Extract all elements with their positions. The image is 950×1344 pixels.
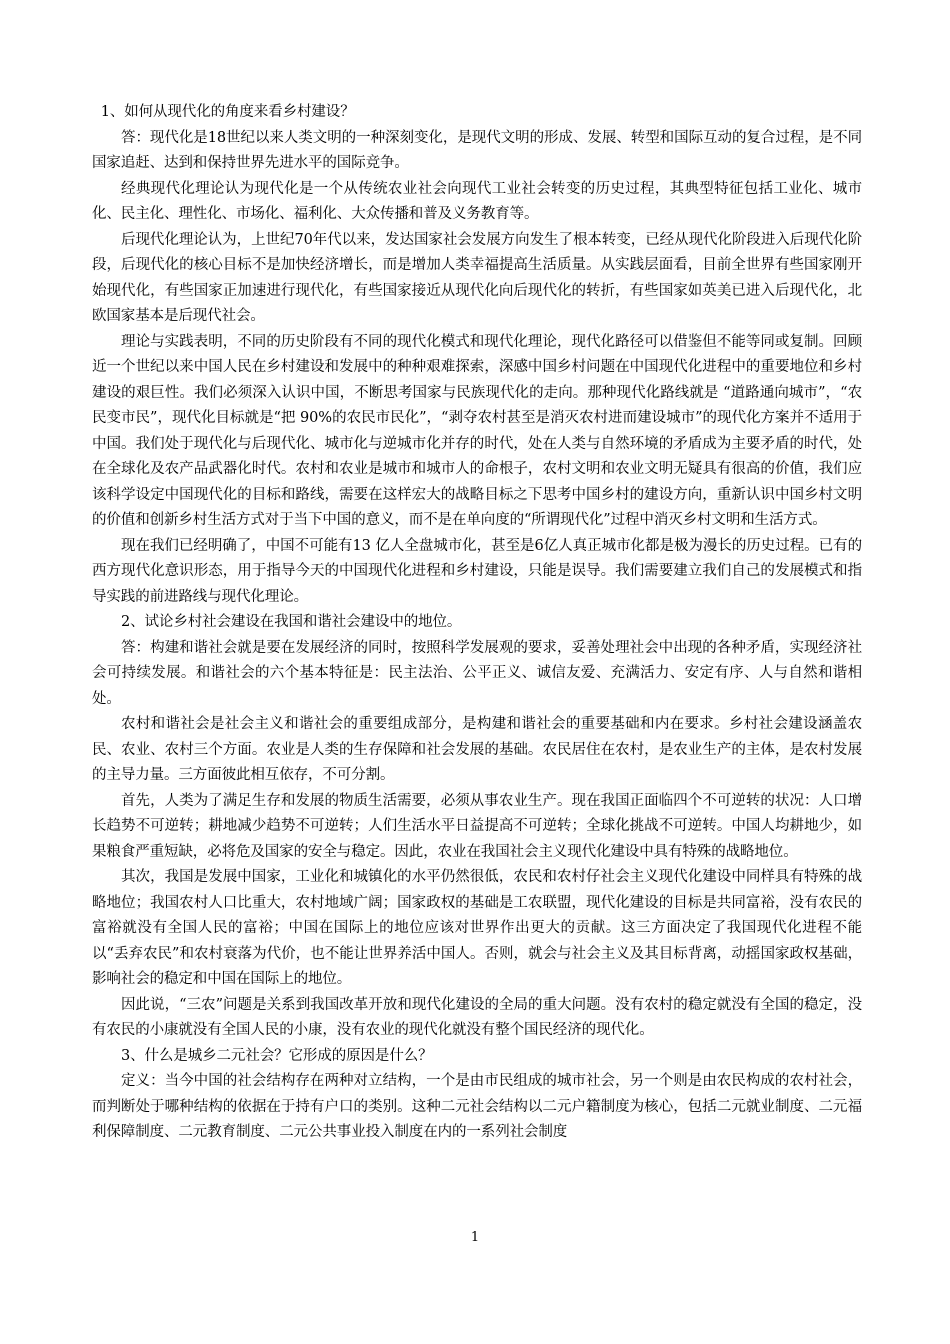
paragraph: 首先，人类为了满足生存和发展的物质生活需要，必须从事农业生产。现在我国正面临四个不可逆转的状况：人口增长趋势不可逆转；耕地减少趋势不可逆转；人们生活水平日益提高不可逆转；全球化挑战不可逆转。中国人均耕地少，如果粮食严重短缺，必将危及国家的安全与稳定。因此，农业在我国社会主义现代化建设中具有特殊的战略地位。 [92,792,862,860]
question-2-heading: 2、试论乡村社会建设在我国和谐社会建设中的地位。 [121,614,462,630]
paragraph: 现在我们已经明确了，中国不可能有13 亿人全盘城市化，甚至是6亿人真正城市化都是极为漫长的历史过程。已有的西方现代化意识形态，用于指导今天的中国现代化进程和乡村建设，只能是误导。我们需要建立我们自己的发展模式和指导实践的前进路线与现代化理论。 [92,537,862,605]
question-1-heading: 1、如何从现代化的角度来看乡村建设？ [100,104,355,120]
page-number: 1 [470,1230,480,1245]
paragraph: 答：现代化是18世纪以来人类文明的一种深刻变化，是现代文明的形成、发展、转型和国际互动的复合过程，是不同国家追赶、达到和保持世界先进水平的国际竞争。 [92,129,862,171]
question-3-heading: 3、什么是城乡二元社会？它形成的原因是什么？ [121,1047,433,1064]
paragraph: 后现代化理论认为，上世纪70年代以来，发达国家社会发展方向发生了根本转变，已经从现代化阶段进入后现代化阶段，后现代化的核心目标不是加快经济增长，而是增加人类幸福提高生活质量。从实践层面看，目前全世界有些国家刚开始现代化，有些国家正加速进行现代化，有些国家接近从现代化向后现代化的转折，有些国家如英美已进入后现代化，北欧国家基本是后现代社会。 [92,231,862,324]
paragraph: 其次，我国是发展中国家，工业化和城镇化的水平仍然很低，农民和农村仔社会主义现代化建设中同样具有特殊的战略地位；我国农村人口比重大，农村地域广阔；国家政权的基础是工农联盟，现代化建设的目标是共同富裕，没有农民的富裕就没有全国人民的富裕；中国在国际上的地位应该对世界作出更大的贡献。这三方面决定了我国现代化进程不能以“丢弃农民”和农村衰落为代价，也不能让世界养活中国人。否则，就会与社会主义及其目标背离，动摇国家政权基础，影响社会的稳定和中国在国际上的地位。 [92,869,862,987]
paragraph: 农村和谐社会是社会主义和谐社会的重要组成部分，是构建和谐社会的重要基础和内在要求。乡村社会建设涵盖农民、农业、农村三个方面。农业是人类的生存保障和社会发展的基础。农民居住在农村，是农业生产的主体，是农村发展的主导力量。三方面彼此相互依存，不可分割。 [92,716,862,783]
paragraph: 因此说，“三农”问题是关系到我国改革开放和现代化建设的全局的重大问题。没有农村的稳定就没有全国的稳定，没有农民的小康就没有全国人民的小康，没有农业的现代化就没有整个国民经济的现代化。 [92,996,862,1038]
paragraph: 理论与实践表明，不同的历史阶段有不同的现代化模式和现代化理论，现代化路径可以借鉴但不能等同或复制。回顾近一个世纪以来中国人民在乡村建设和发展中的种种艰难探索，深感中国乡村问题在中国现代化进程中的重要地位和乡村建设的艰巨性。我们必须深入认识中国，不断思考国家与民族现代化的走向。那种现代化路线就是 “道路通向城市”，“农民变市民”，现代化目标就是“把 90%的农民市民化”，“剥夺农村甚至是消灭农村进而建设城市”的现代化方案并不适用于中国。我们处于现代化与后现代化、城市化与逆城市化并存的时代，处在人类与自然环境的矛盾成为主要矛盾的时代，处在全球化及农产品武器化时代。农村和农业是城市和城市人的命根子，农村文明和农业文明无疑具有很高的价值，我们应该科学设定中国现代化的目标和路线，需要在这样宏大的战略目标之下思考中国乡村的建设方向，重新认识中国乡村文明的价值和创新乡村生活方式对于当下中国的意义，而不是在单向度的“所谓现代化”过程中消灭乡村文明和生活方式。 [92,333,862,528]
paragraph: 经典现代化理论认为现代化是一个从传统农业社会向现代工业社会转变的历史过程，其典型特征包括工业化、城市化、民主化、理性化、市场化、福利化、大众传播和普及义务教育等。 [92,180,862,222]
paragraph: 答：构建和谐社会就是要在发展经济的同时，按照科学发展观的要求，妥善处理社会中出现的各种矛盾，实现经济社会可持续发展。和谐社会的六个基本特征是：民主法治、公平正义、诚信友爱、充满活力、安定有序、人与自然和谐相处。 [92,639,862,707]
paragraph: 定义：当今中国的社会结构存在两种对立结构，一个是由市民组成的城市社会，另一个则是由农民构成的农村社会，而判断处于哪种结构的依据在于持有户口的类别。这种二元社会结构以二元户籍制度为核心，包括二元就业制度、二元福利保障制度、二元教育制度、二元公共事业投入制度在内的一系列社会制度 [92,1073,862,1140]
document-body [92,100,862,1146]
